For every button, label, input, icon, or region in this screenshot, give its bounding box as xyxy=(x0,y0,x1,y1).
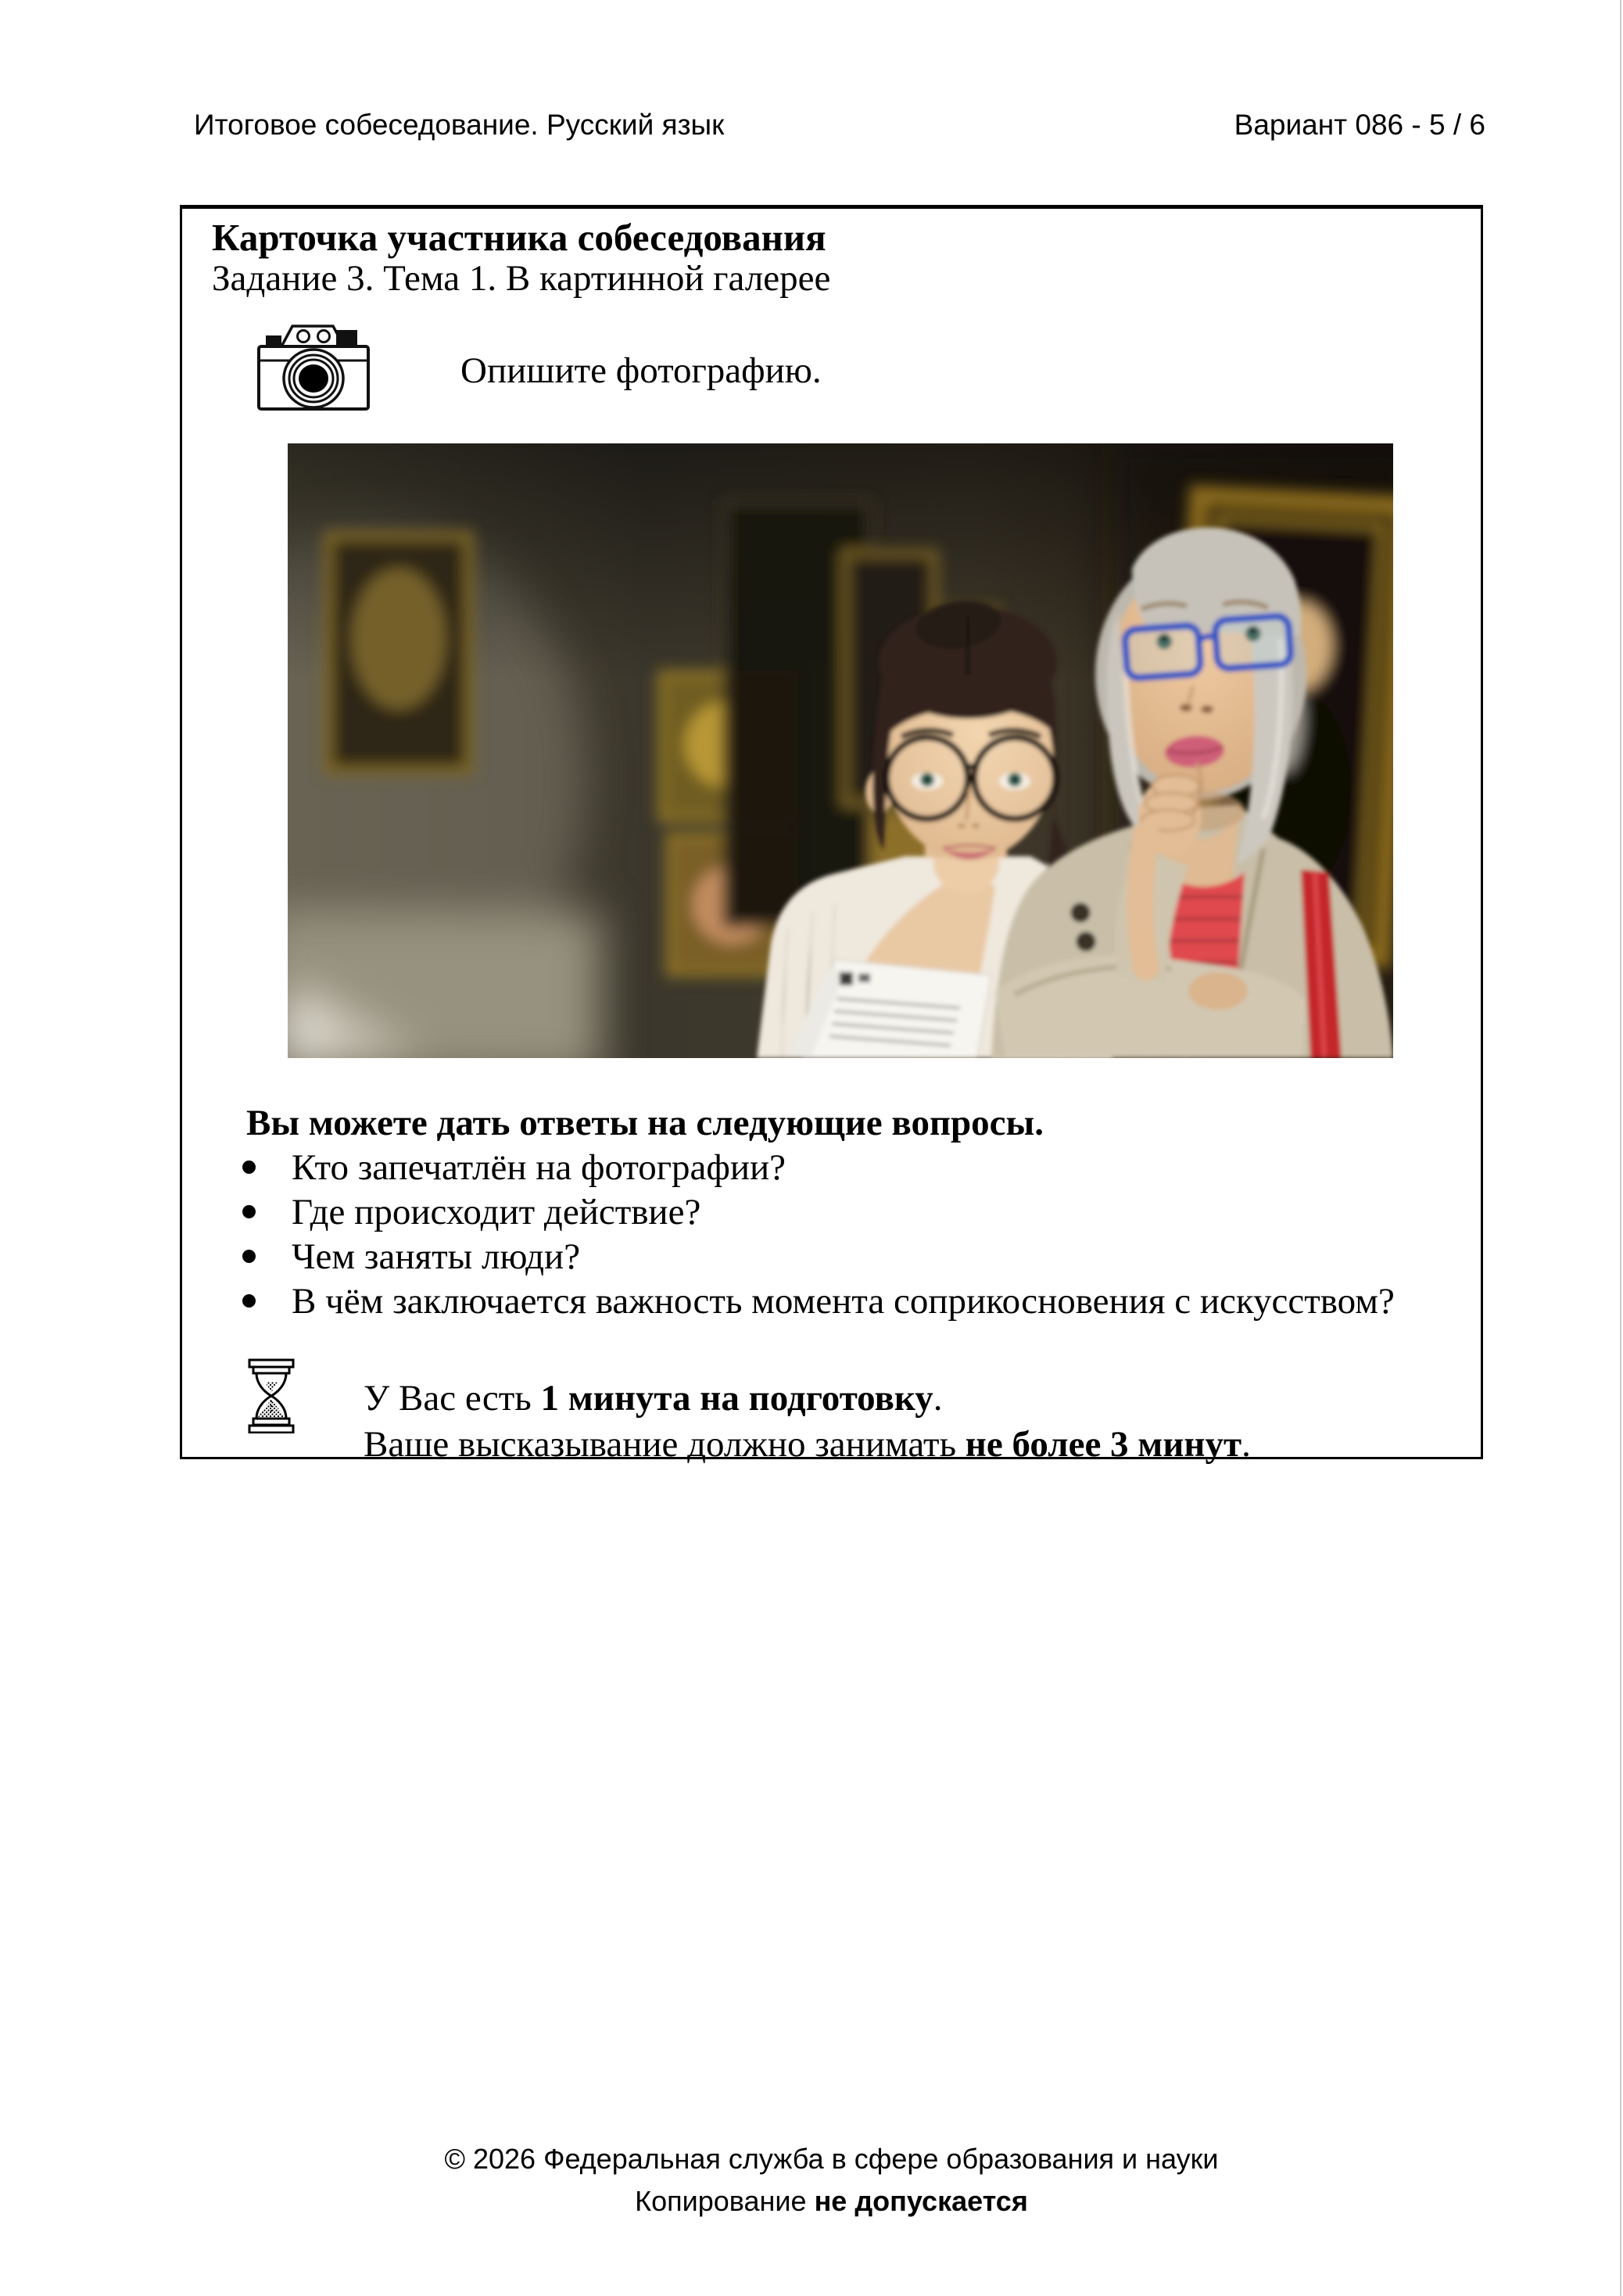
camera-icon xyxy=(256,323,371,412)
timer-line-2: Ваше высказывание должно занимать не более 3 минут. xyxy=(364,1424,1251,1465)
timer-note xyxy=(364,1376,1251,1468)
footer-copy-warning: Копирование не допускается xyxy=(635,2185,1028,2217)
question-item xyxy=(242,1146,1461,1190)
bullet-dot xyxy=(242,1294,256,1308)
timer-line-1: У Вас есть 1 минута на подготовку. xyxy=(364,1378,943,1419)
header-variant-label: Вариант 086 - 5 / 6 xyxy=(1234,109,1485,141)
question-text: Чем заняты люди? xyxy=(292,1236,581,1277)
task-subtitle: Задание 3. Тема 1. В картинной галерее xyxy=(212,258,831,299)
card-title: Карточка участника собеседования xyxy=(212,216,826,259)
bullet-dot xyxy=(242,1161,256,1174)
questions-intro: Вы можете дать ответы на следующие вопросы. xyxy=(246,1103,1044,1143)
question-text: Кто запечатлён на фотографии? xyxy=(292,1147,786,1188)
footer-bold: не допускается xyxy=(814,2185,1028,2217)
scan-edge-artifact xyxy=(1620,0,1621,2296)
questions-list xyxy=(242,1146,1461,1324)
header-left-title: Итоговое собеседование. Русский язык xyxy=(194,109,725,141)
page-header xyxy=(194,108,1485,142)
question-text: Где происходит действие? xyxy=(292,1192,701,1232)
page-footer xyxy=(180,2138,1483,2222)
question-item xyxy=(242,1235,1461,1279)
question-item xyxy=(242,1190,1461,1235)
question-item xyxy=(242,1279,1461,1324)
bullet-dot xyxy=(242,1250,256,1263)
gallery-photo-illustration xyxy=(288,443,1393,1058)
hourglass-icon xyxy=(248,1358,295,1433)
gallery-photo xyxy=(288,443,1393,1058)
timer-bold-1: 1 минута на подготовку xyxy=(540,1378,933,1419)
footer-copyright: © 2026 Федеральная служба в сфере образования и науки xyxy=(444,2143,1219,2175)
participant-card xyxy=(180,205,1483,1465)
bullet-dot xyxy=(242,1205,256,1218)
camera-caption: Опишите фотографию. xyxy=(460,350,822,391)
timer-bold-2: не более 3 минут xyxy=(965,1424,1242,1465)
question-text: В чём заключается важность момента соприкосновения с искусством? xyxy=(292,1281,1395,1322)
